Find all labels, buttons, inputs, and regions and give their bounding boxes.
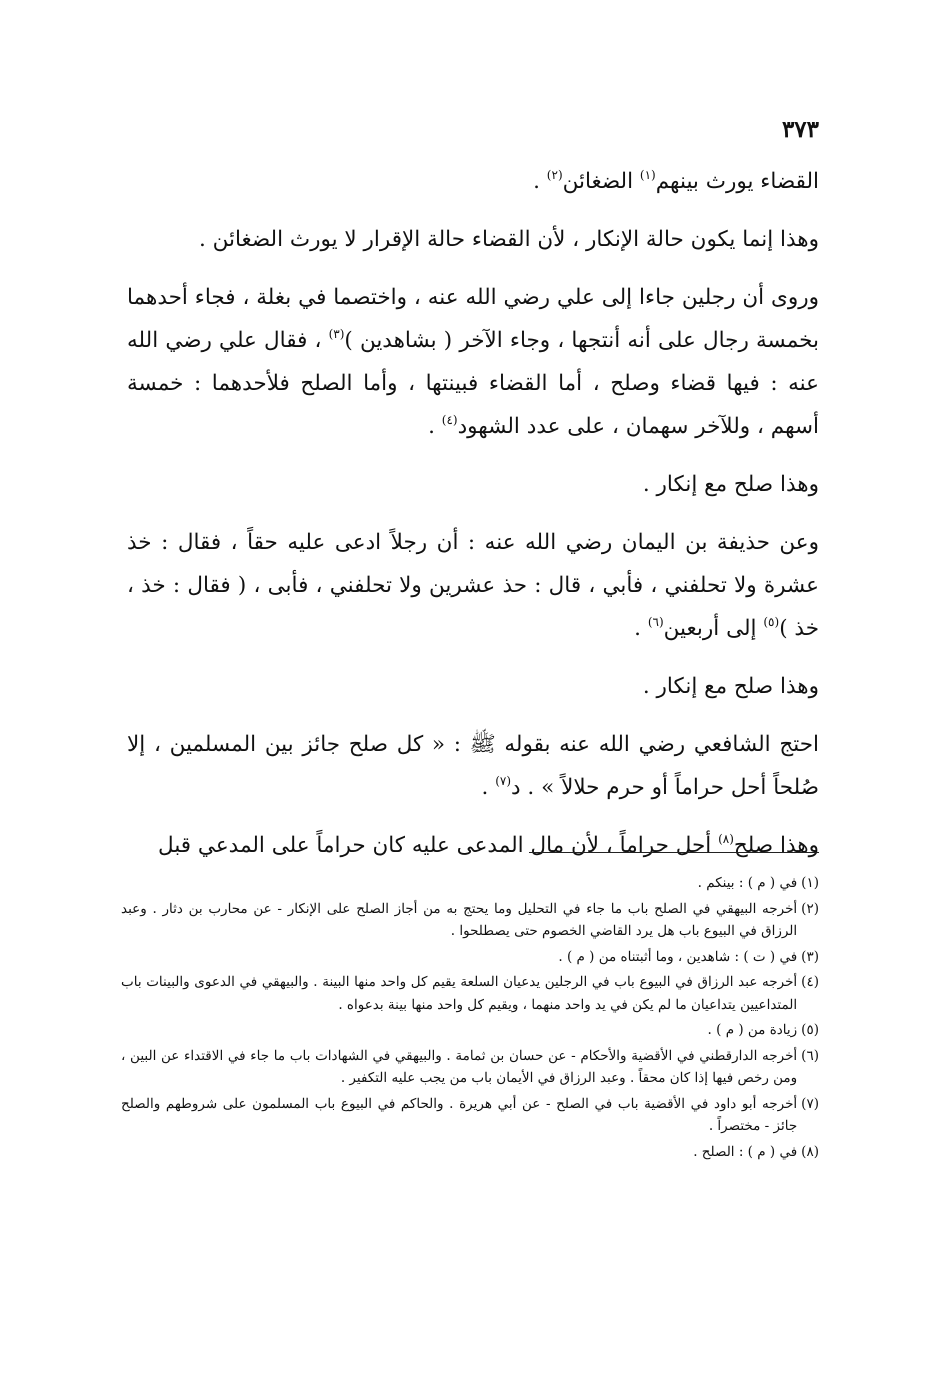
footnote-number: (٦)	[801, 1047, 819, 1064]
footnote-number: (٤)	[801, 974, 819, 990]
paragraph: وعن حذيفة بن اليمان رضي الله عنه : أن رجلاً ادعى عليه حقاً ، فقال : خذ عشرة ولا تحلفني ، فأبي ، قال : حذ عشرين ولا تحلفني ، فأبى ، ( فقال : خذ ، خذ )$^{(٥)}$ إلى أربعين$^{(٦)}$ .	[127, 530, 819, 641]
paragraph: وهذا صلح$^{(٨)}$ أحل حراماً ، لأن مال المدعى عليه كان حراماً على المدعي قبل	[158, 832, 819, 858]
footnote-ref: (١)	[639, 168, 656, 182]
footnote-text: أخرجه عبد الرزاق في البيوع باب في الرجلين يدعيان السلعة يقيم كل واحد منها البينة . والبيهقي في الدعوى والبينات باب المتداعيين يتداعيان ما لم يكن في يد واحد منهما ، ويقيم كل واحد منها بينة بدعواه .	[121, 974, 798, 1013]
footnote-number: (١)	[801, 875, 819, 891]
footnote-number: (٣)	[801, 948, 819, 965]
footnote-ref: (٣)	[328, 327, 345, 341]
main-text	[127, 160, 819, 882]
footnote-divider	[529, 852, 819, 853]
page-number: ٣٧٣	[781, 116, 819, 143]
footnote	[121, 898, 819, 943]
footnote	[121, 1141, 819, 1164]
footnote-ref: (٨)	[718, 832, 734, 846]
footnote	[121, 1045, 819, 1090]
footnote-text: في ( م ) : بينكم .	[697, 875, 798, 891]
footnote-number: (٧)	[801, 1095, 819, 1112]
paragraph: القضاء يورث بينهم$^{(١)}$ الضغائن$^{(٢)}$ .	[533, 168, 819, 194]
footnote-ref: (٧)	[495, 774, 512, 788]
paragraph: وهذا صلح مع إنكار .	[642, 674, 819, 699]
footnote-ref: (٥)	[763, 615, 780, 629]
footnote	[121, 872, 819, 895]
footnote-text: في ( م ) : الصلح .	[693, 1143, 798, 1160]
paragraph: احتج الشافعي رضي الله عنه بقوله ﷺ : « كل صلح جائز بين المسلمين ، إلا صُلحاً أحل حراماً أو حرم حلالاً » . د$^{(٧)}$ .	[127, 732, 819, 800]
footnote-text: أخرجه الدارقطني في الأقضية والأحكام - عن حسان بن ثمامة . والبيهقي في الشهادات باب ما جاء في الاقتداء عن البين ، ومن رخص فيها إذا كان محقاً . وعبد الرزاق في الأيمان باب من يجب عليه التكفير .	[121, 1047, 798, 1086]
paragraph: وهذا صلح مع إنكار .	[642, 472, 819, 497]
paragraph: وروى أن رجلين جاءا إلى علي رضي الله عنه ، واختصما في بغلة ، فجاء أحدهما بخمسة رجال على أنه أنتجها ، وجاء الآخر ( بشاهدين )$^{(٣)}$ ، فقال علي رضي الله عنه : فيها قضاء وصلح ، أما القضاء فبينتها ، وأما الصلح فلأحدهما : خمسة أسهم ، وللآخر سهمان ، على عدد الشهود$^{(٤)}$ .	[127, 285, 819, 439]
footnote	[121, 1093, 819, 1138]
footnote-text: في ( ت ) : شاهدين ، وما أثبتناه من ( م ) .	[558, 948, 798, 965]
footnote-text: أخرجه أبو داود في الأقضية باب في الصلح - عن أبي هريرة . والحاكم في البيوع باب المسلمون على شروطهم والصلح جائز - مختصراً .	[121, 1095, 798, 1134]
paragraph: وهذا إنما يكون حالة الإنكار ، لأن القضاء حالة الإقرار لا يورث الضغائن .	[198, 227, 819, 252]
footnote-number: (٥)	[801, 1022, 819, 1038]
footnotes	[121, 872, 819, 1166]
footnote	[121, 946, 819, 969]
footnote-ref: (٤)	[441, 413, 458, 427]
footnote-text: زيادة من ( م ) .	[707, 1022, 798, 1038]
footnote-text: أخرجه البيهقي في الصلح باب ما جاء في التحليل وما يحتج به من أجاز الصلح على الإنكار - عن محارب بن دثار . وعبد الرزاق في البيوع باب هل يرد القاضي الخصوم حتى يصطلحوا .	[121, 900, 798, 939]
footnote-ref: (٢)	[546, 168, 563, 182]
footnote	[121, 971, 819, 1016]
footnote-number: (٢)	[801, 900, 819, 917]
footnote-number: (٨)	[801, 1143, 819, 1160]
footnote-ref: (٦)	[647, 615, 664, 629]
footnote	[121, 1019, 819, 1042]
